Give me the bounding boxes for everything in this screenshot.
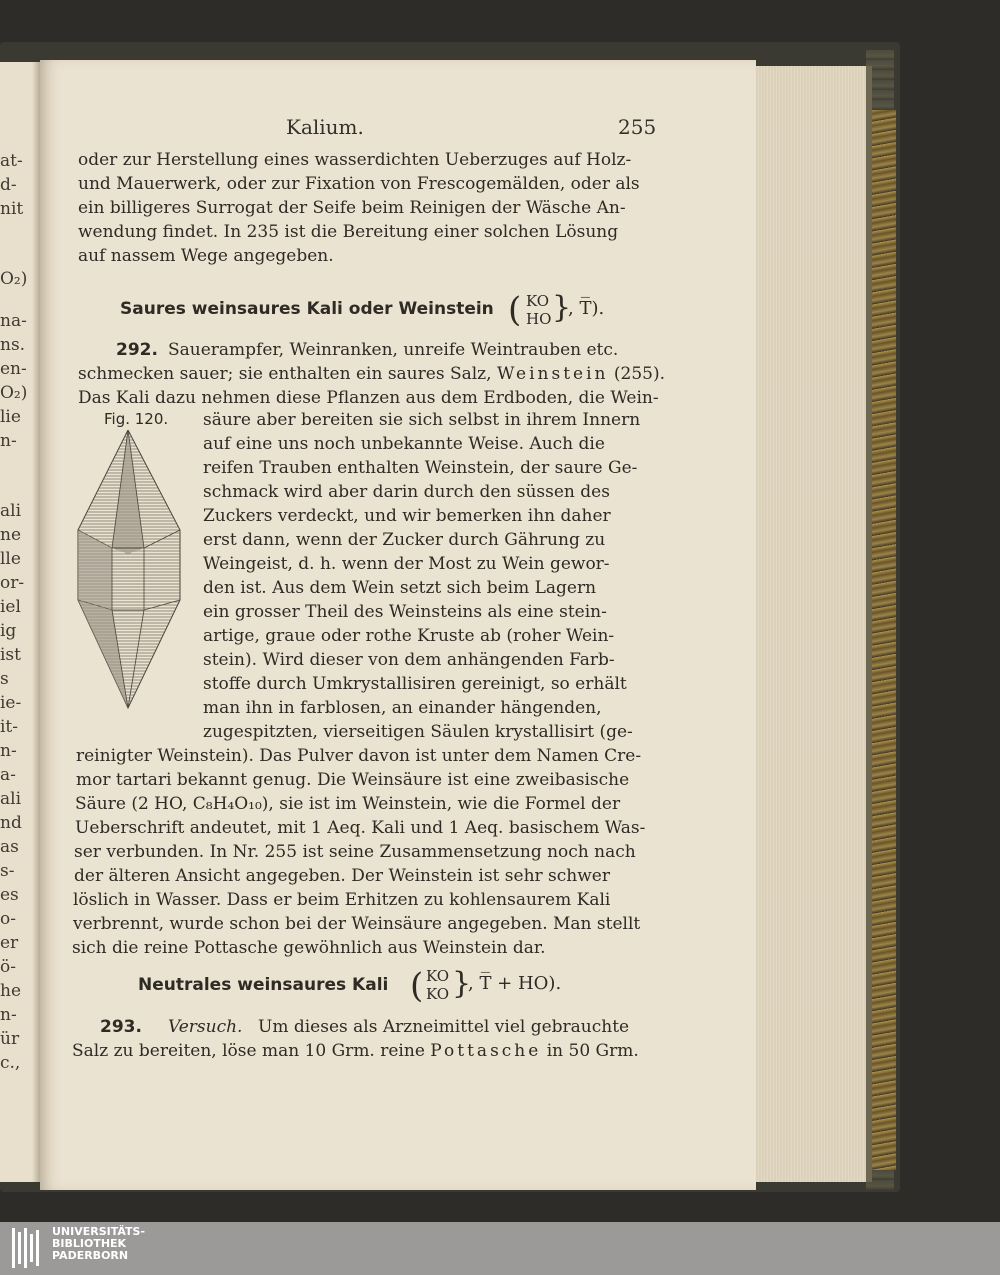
body-line: stoffe durch Umkrystallisiren gereinigt, so erhält	[203, 674, 627, 694]
body-line: schmack wird aber darin durch den süssen des	[203, 482, 610, 502]
figure-caption: Fig. 120.	[104, 410, 169, 428]
formula-bottom: HO	[526, 310, 552, 328]
section-heading-weinstein: Saures weinsaures Kali oder Weinstein	[120, 299, 494, 319]
left-page-fragment: ie-	[0, 693, 22, 713]
body-line: zugespitzten, vierseitigen Säulen krystallisirt (ge-	[203, 722, 633, 742]
left-page-fragment: ali	[0, 789, 22, 809]
left-page-fragment: iel	[0, 597, 21, 617]
page-number: 255	[618, 115, 657, 139]
formula-open-paren: (	[410, 966, 424, 1006]
left-page-fragment: n-	[0, 741, 17, 761]
left-page-fragment: d-	[0, 175, 17, 195]
body-line: Um dieses als Arzneimittel viel gebrauchte	[258, 1017, 630, 1037]
left-page-fragment: it-	[0, 717, 19, 737]
left-page-fragment: c.,	[0, 1053, 21, 1073]
left-page-fragment: ig	[0, 621, 17, 641]
body-line: ein grosser Theil des Weinsteins als eine stein-	[203, 602, 607, 622]
left-page-fragment: n-	[0, 431, 17, 451]
body-line: Sauerampfer, Weinranken, unreife Weintrauben etc.	[168, 340, 619, 360]
left-page-fragment: s-	[0, 861, 15, 881]
intro-line: ein billigeres Surrogat der Seife beim Reinigen der Wäsche An-	[78, 198, 626, 218]
left-page-fragment: ne	[0, 525, 22, 545]
body-line: löslich in Wasser. Dass er beim Erhitzen zu kohlensaurem Kali	[73, 890, 611, 910]
body-line: erst dann, wenn der Zucker durch Gährung zu	[203, 530, 606, 550]
body-line: reinigter Weinstein). Das Pulver davon ist unter dem Namen Cre-	[76, 746, 642, 766]
library-name: UNIVERSITÄTS- BIBLIOTHEK PADERBORN	[52, 1225, 146, 1262]
formula-tail: , T̅).	[568, 298, 605, 319]
left-page-fragment: O₂)	[0, 383, 28, 403]
weinstein-emphasis: Weinstein	[496, 364, 609, 384]
left-page-fragment: or-	[0, 573, 25, 593]
running-head: Kalium.	[286, 115, 364, 139]
body-line: ser verbunden. In Nr. 255 ist seine Zusammensetzung noch nach	[74, 842, 636, 862]
left-page-fragment: s	[0, 669, 9, 689]
left-page-fragment: nd	[0, 813, 22, 833]
body-line: verbrennt, wurde schon bei der Weinsäure angegeben. Man stellt	[73, 914, 641, 934]
formula-brace: }	[452, 966, 472, 1001]
pottasche-emphasis: Pottasche	[430, 1041, 542, 1061]
marbled-edge	[870, 110, 896, 1170]
left-page-fragment: lle	[0, 549, 21, 569]
section-number: 292.	[116, 340, 158, 360]
left-page-fragment: a-	[0, 765, 16, 785]
formula-bottom: KO	[426, 985, 450, 1003]
body-line: säure aber bereiten sie sich selbst in ihrem Innern	[203, 410, 641, 430]
body-line: artige, graue oder rothe Kruste ab (roher Wein-	[203, 626, 615, 646]
left-page-fragment: he	[0, 981, 22, 1001]
library-logo-icon	[10, 1226, 44, 1270]
left-page-fragment: ö-	[0, 957, 16, 977]
left-page-fragment: lie	[0, 407, 21, 427]
crystal-figure	[74, 430, 184, 710]
body-line: schmecken sauer; sie enthalten ein saures Salz, Weinstein (255).	[78, 364, 666, 384]
left-page-fragment: n-	[0, 1005, 17, 1025]
body-line: den ist. Aus dem Wein setzt sich beim Lagern	[203, 578, 597, 598]
section-heading-neutral: Neutrales weinsaures Kali	[138, 975, 389, 995]
formula-brace: }	[552, 290, 572, 325]
body-line: Das Kali dazu nehmen diese Pflanzen aus dem Erdboden, die Wein-	[78, 388, 659, 408]
left-page-fragment: O₂)	[0, 269, 28, 289]
left-page-fragment: nit	[0, 199, 24, 219]
formula-top: KO	[426, 967, 450, 985]
left-page-fragment: er	[0, 933, 19, 953]
body-line: sich die reine Pottasche gewöhnlich aus Weinstein dar.	[72, 938, 546, 958]
left-page-fragment: ist	[0, 645, 21, 665]
body-line: reifen Trauben enthalten Weinstein, der saure Ge-	[203, 458, 638, 478]
intro-line: auf nassem Wege angegeben.	[78, 246, 334, 266]
left-page-fragment: o-	[0, 909, 16, 929]
intro-line: oder zur Herstellung eines wasserdichten Ueberzuges auf Holz-	[78, 150, 632, 170]
body-line: Salz zu bereiten, löse man 10 Grm. reine Pottasche in 50 Grm.	[72, 1041, 639, 1061]
left-page-fragment: at-	[0, 151, 23, 171]
page-edges	[754, 66, 872, 1182]
left-page-fragment: as	[0, 837, 19, 857]
body-line: stein). Wird dieser von dem anhängenden Farb-	[203, 650, 615, 670]
body-line: auf eine uns noch unbekannte Weise. Auch die	[203, 434, 605, 454]
body-line: Ueberschrift andeutet, mit 1 Aeq. Kali und 1 Aeq. basischem Was-	[75, 818, 646, 838]
section-number: 293.	[100, 1017, 142, 1037]
body-line: Weingeist, d. h. wenn der Most zu Wein gewor-	[203, 554, 610, 574]
library-footer	[0, 1222, 1000, 1275]
body-line: man ihn in farblosen, an einander hängenden,	[203, 698, 602, 718]
left-page-fragment: es	[0, 885, 19, 905]
versuch-label: Versuch.	[168, 1017, 243, 1037]
body-line: Zuckers verdeckt, und wir bemerken ihn daher	[203, 506, 611, 526]
intro-line: und Mauerwerk, oder zur Fixation von Frescogemälden, oder als	[78, 174, 640, 194]
body-line: mor tartari bekannt genug. Die Weinsäure ist eine zweibasische	[76, 770, 630, 790]
left-page-fragment: ali	[0, 501, 22, 521]
body-line: der älteren Ansicht angegeben. Der Weinstein ist sehr schwer	[74, 866, 610, 886]
formula-top: KO	[526, 292, 550, 310]
left-page-fragment: na-	[0, 311, 27, 331]
left-page-fragment: ür	[0, 1029, 20, 1049]
intro-line: wendung findet. In 235 ist die Bereitung einer solchen Lösung	[78, 222, 619, 242]
body-line: Säure (2 HO, C₈H₄O₁₀), sie ist im Weinstein, wie die Formel der	[75, 794, 621, 814]
left-page-fragment: en-	[0, 359, 27, 379]
left-page-fragment: ns.	[0, 335, 26, 355]
formula-open-paren: (	[508, 290, 522, 330]
formula-tail: , T̅ + HO).	[468, 973, 562, 994]
